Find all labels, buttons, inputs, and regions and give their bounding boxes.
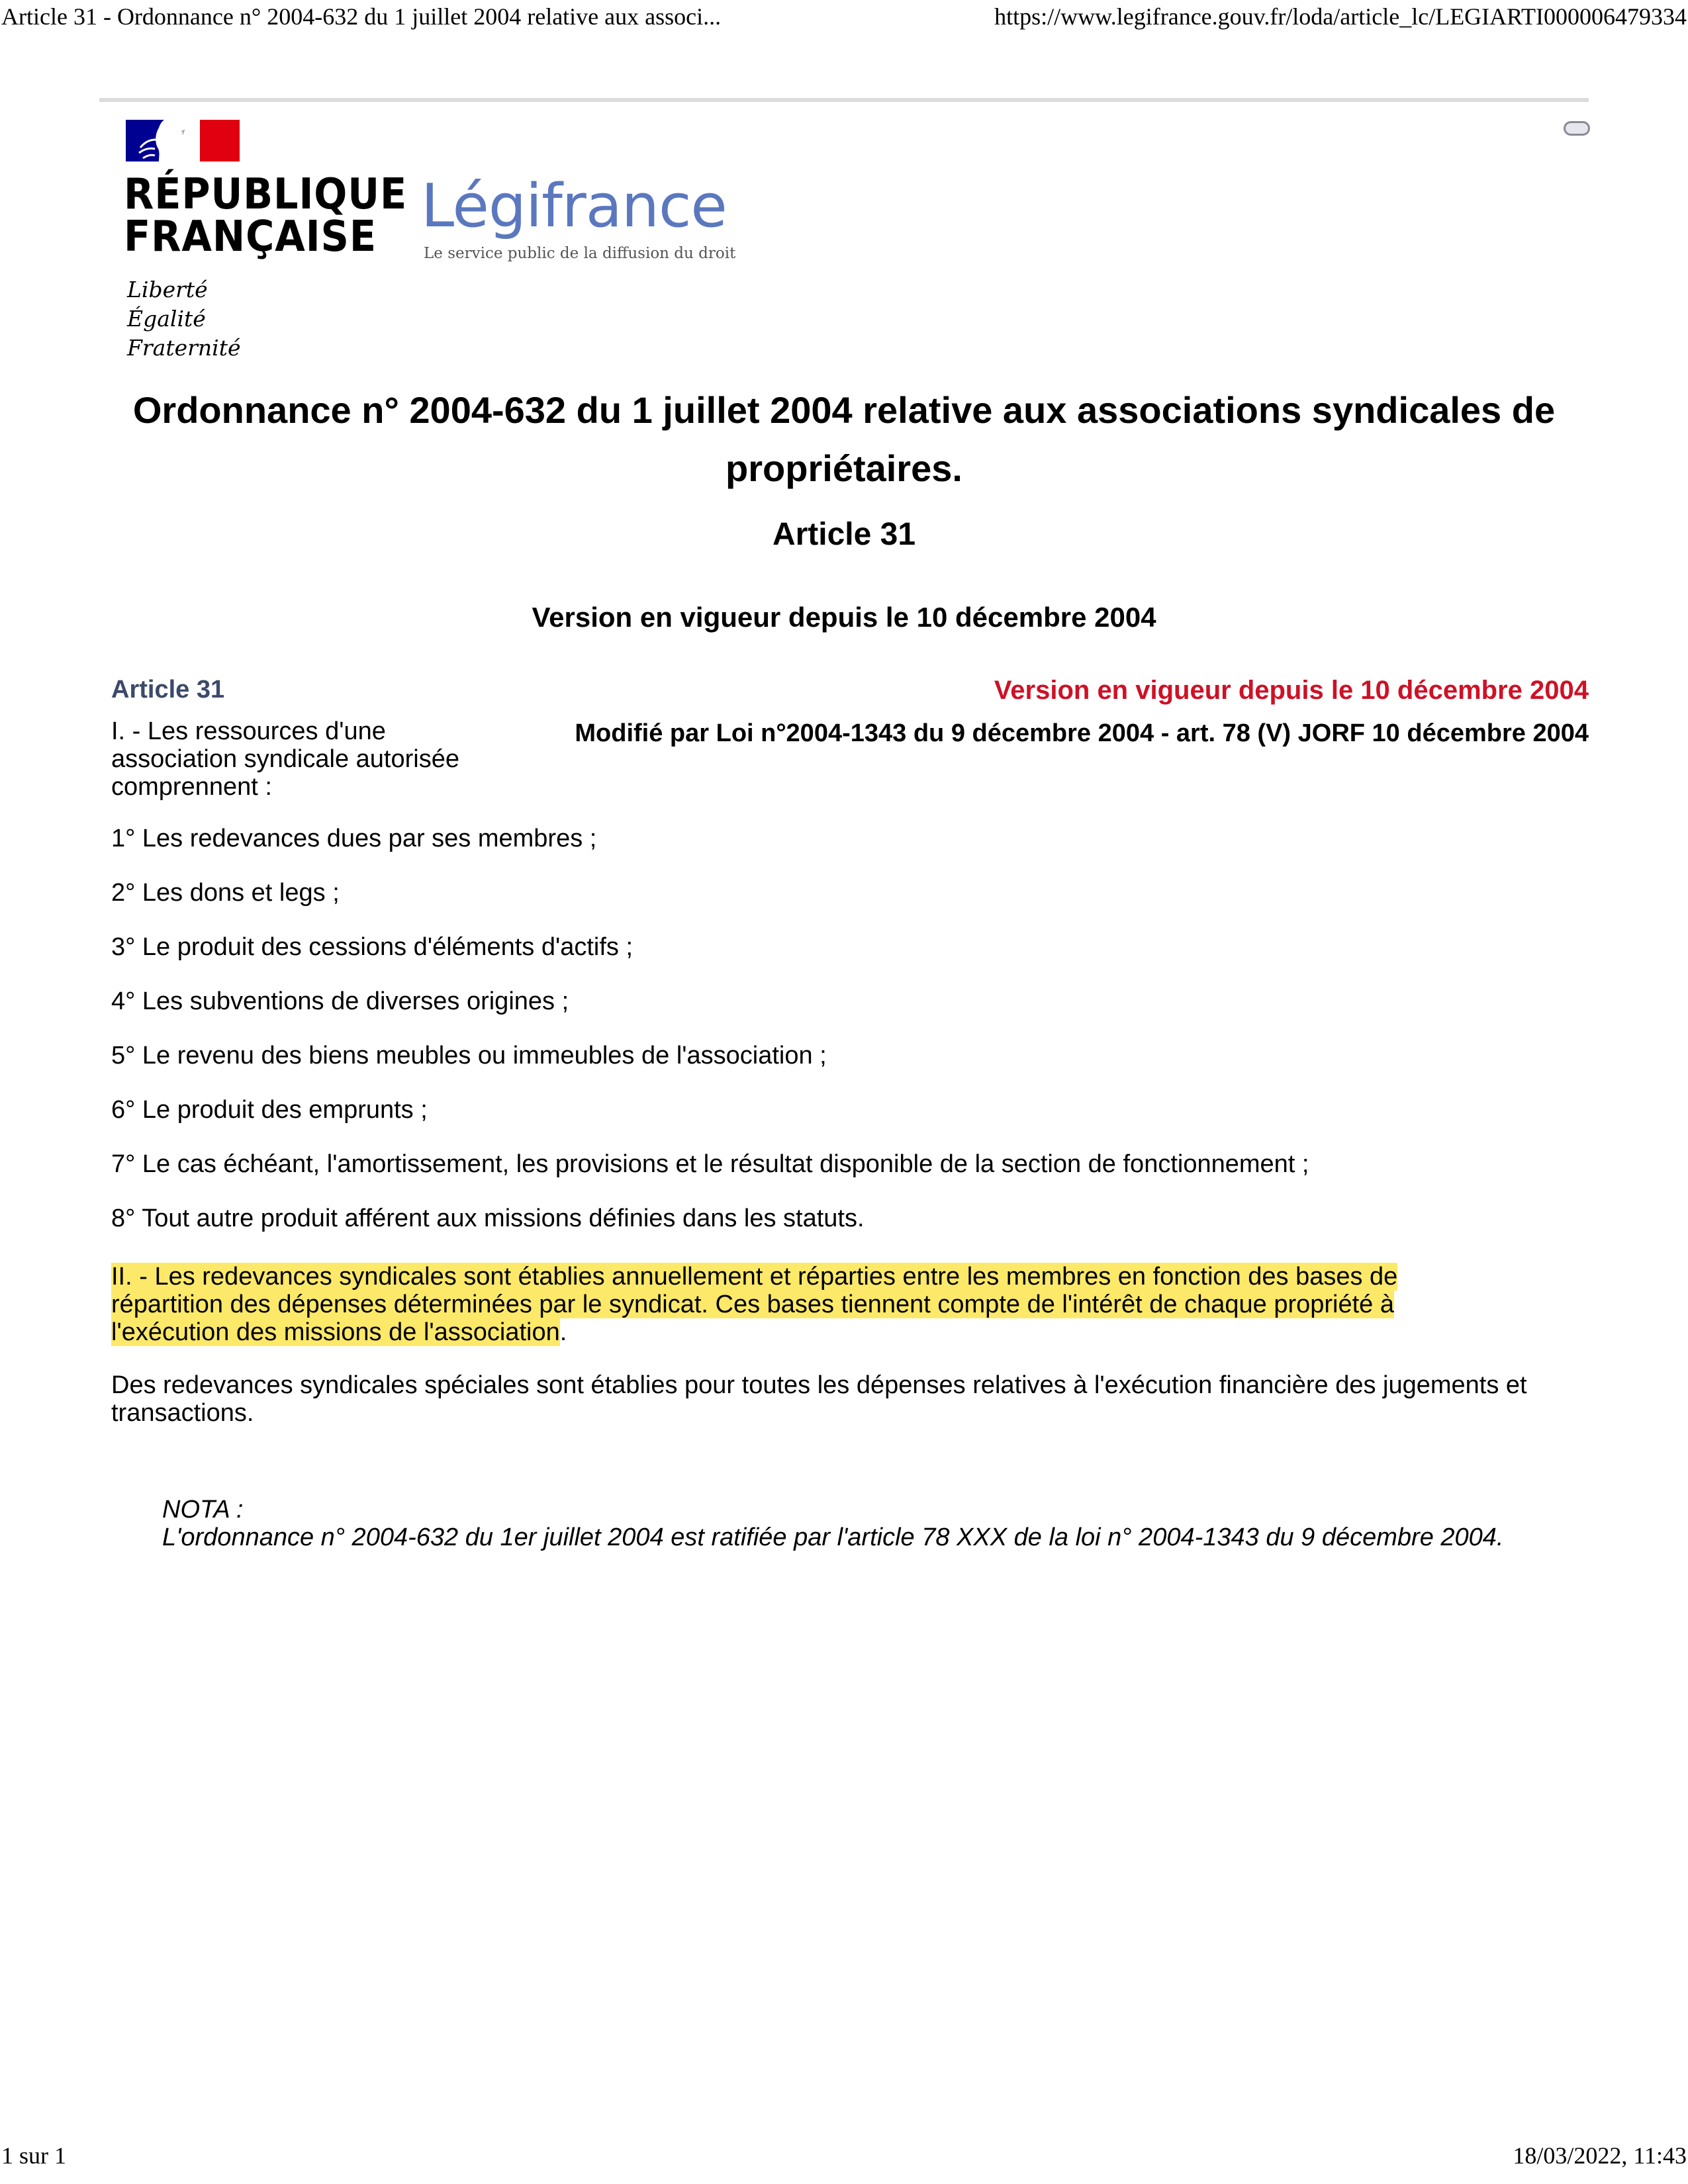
version-heading: Version en vigueur depuis le 10 décembre 2004 (532, 602, 1156, 633)
print-footer (0, 2142, 1688, 2173)
version-status-badge: Version en vigueur depuis le 10 décembre 2004 (994, 676, 1589, 705)
paragraph-ii-end: . (559, 1318, 567, 1346)
motto-liberte: Liberté (127, 277, 208, 302)
list-item: 1° Les redevances dues par ses membres ; (111, 825, 597, 852)
print-header (0, 3, 1688, 34)
legifrance-logo[interactable]: Légifrance (421, 171, 727, 241)
list-item: 2° Les dons et legs ; (111, 879, 340, 907)
resources-list (111, 824, 1587, 1258)
nota-text: L'ordonnance n° 2004-632 du 1er juillet 2004 est ratifiée par l'article 78 XXX de la loi n° 2004-1343 du 9 décembre 2004. (162, 1524, 1504, 1551)
motto-egalite: Égalité (127, 306, 206, 332)
list-item: 6° Le produit des emprunts ; (111, 1096, 428, 1124)
list-item: 5° Le revenu des biens meubles ou immeubles de l'association ; (111, 1042, 827, 1069)
print-timestamp: 18/03/2022, 11:43 (1513, 2142, 1687, 2169)
article-intro-paragraph: I. - Les ressources d'une association syndicale autorisée comprennent : (111, 717, 459, 801)
republique-line: RÉPUBLIQUE (124, 170, 408, 219)
list-item: 8° Tout autre produit afférent aux missions définies dans les statuts. (111, 1205, 865, 1232)
francaise-line: FRANÇAISE (124, 212, 377, 261)
header-divider (99, 98, 1589, 102)
modified-by-link[interactable]: Modifié par Loi n°2004-1343 du 9 décembre 2004 - art. 78 (V) JORF 10 décembre 2004 (575, 719, 1589, 747)
marianne-logo-icon (126, 120, 240, 161)
article-heading: Article 31 (772, 517, 916, 552)
toggle-pill-icon[interactable] (1564, 121, 1590, 136)
list-item: 3° Le produit des cessions d'éléments d'actifs ; (111, 933, 633, 961)
legifrance-tagline: Le service public de la diffusion du droit (424, 245, 736, 262)
paragraph-ii (111, 1263, 1495, 1346)
highlighted-text: II. - Les redevances syndicales sont établies annuellement et réparties entre les membres en fonction des bases de répartition des dépenses déterminées par le syndicat. Ces bases tiennent compte de l'intérêt de chaque propriété à l'exécution des missions de l'association (111, 1263, 1398, 1346)
article-label: Article 31 (111, 676, 225, 704)
print-page-title: Article 31 - Ordonnance n° 2004-632 du 1 juillet 2004 relative aux associ... (1, 3, 722, 30)
print-url[interactable]: https://www.legifrance.gouv.fr/loda/article_lc/LEGIARTI000006479334 (994, 3, 1687, 30)
list-item: 7° Le cas échéant, l'amortissement, les provisions et le résultat disponible de la section de fonctionnement ; (111, 1150, 1309, 1178)
document-title: Ordonnance n° 2004-632 du 1 juillet 2004 relative aux associations syndicales de propriétaires. (132, 389, 1556, 489)
list-item: 4° Les subventions de diverses origines ; (111, 987, 569, 1015)
republique-francaise-wordmark (124, 170, 408, 261)
motto-fraternite: Fraternité (127, 335, 241, 361)
nota-label: NOTA : (162, 1496, 244, 1524)
paragraph-special-fees: Des redevances syndicales spéciales sont établies pour toutes les dépenses relatives à l'exécution financière des jugements et transactions. (111, 1371, 1527, 1427)
nota-block (162, 1496, 1546, 1551)
print-page-count: 1 sur 1 (1, 2142, 66, 2169)
republic-motto (127, 275, 241, 363)
